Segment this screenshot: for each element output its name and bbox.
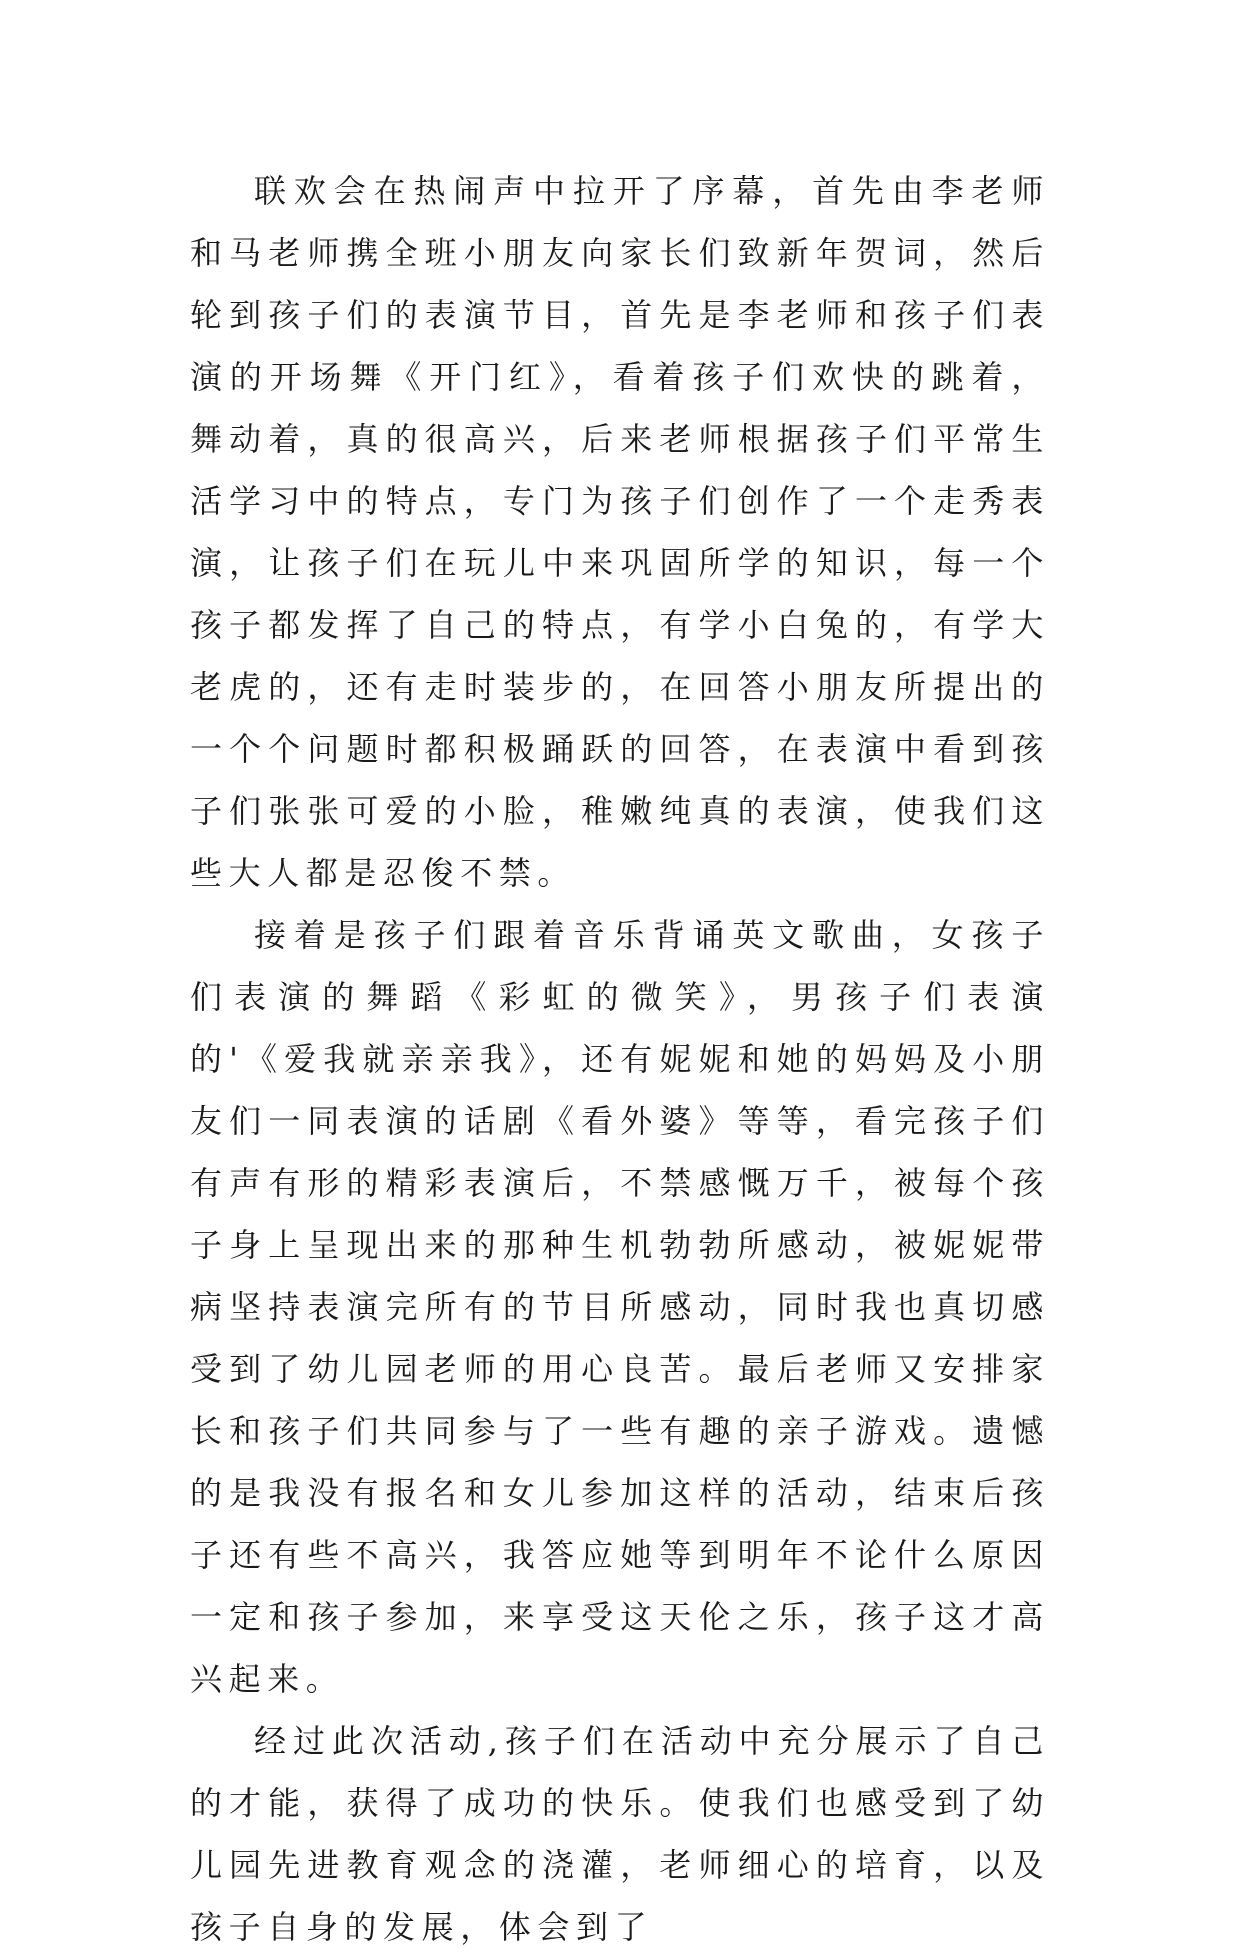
paragraph-party-opening: 联欢会在热闹声中拉开了序幕，首先由李老师和马老师携全班小朋友向家长们致新年贺词，然后轮到孩子们的表演节目，首先是李老师和孩子们表演的开场舞《开门红》，看着孩子们欢快的跳着，舞动着，真的很高兴，后来老师根据孩子们平常生活学习中的特点，专门为孩子们创作了一个走秀表演，让孩子们在玩儿中来巩固所学的知识，每一个孩子都发挥了自己的特点，有学小白兔的，有学大老虎的，还有走时装步的，在回答小朋友所提出的一个个问题时都积极踊跃的回答，在表演中看到孩子们张张可爱的小脸，稚嫩纯真的表演，使我们这些大人都是忍俊不禁。 [190, 172, 1050, 892]
paragraph-reflection: 经过此次活动,孩子们在活动中充分展示了自己的才能，获得了成功的快乐。使我们也感受到了幼儿园先进教育观念的浇灌，老师细心的培育，以及孩子自身的发展，体会到了 [190, 1722, 1050, 1946]
paragraph-performances: 接着是孩子们跟着音乐背诵英文歌曲，女孩子们表演的舞蹈《彩虹的微笑》，男孩子们表演的'《爱我就亲亲我》，还有妮妮和她的妈妈及小朋友们一同表演的话剧《看外婆》等等，看完孩子们有声有形的精彩表演后，不禁感慨万千，被每个孩子身上呈现出来的那种生机勃勃所感动，被妮妮带病坚持表演完所有的节目所感动，同时我也真切感受到了幼儿园老师的用心良苦。最后老师又安排家长和孩子们共同参与了一些有趣的亲子游戏。遗憾的是我没有报名和女儿参加这样的活动，结束后孩子还有些不高兴，我答应她等到明年不论什么原因一定和孩子参加，来享受这天伦之乐，孩子这才高兴起来。 [190, 916, 1050, 1698]
document-body [190, 160, 1050, 1958]
